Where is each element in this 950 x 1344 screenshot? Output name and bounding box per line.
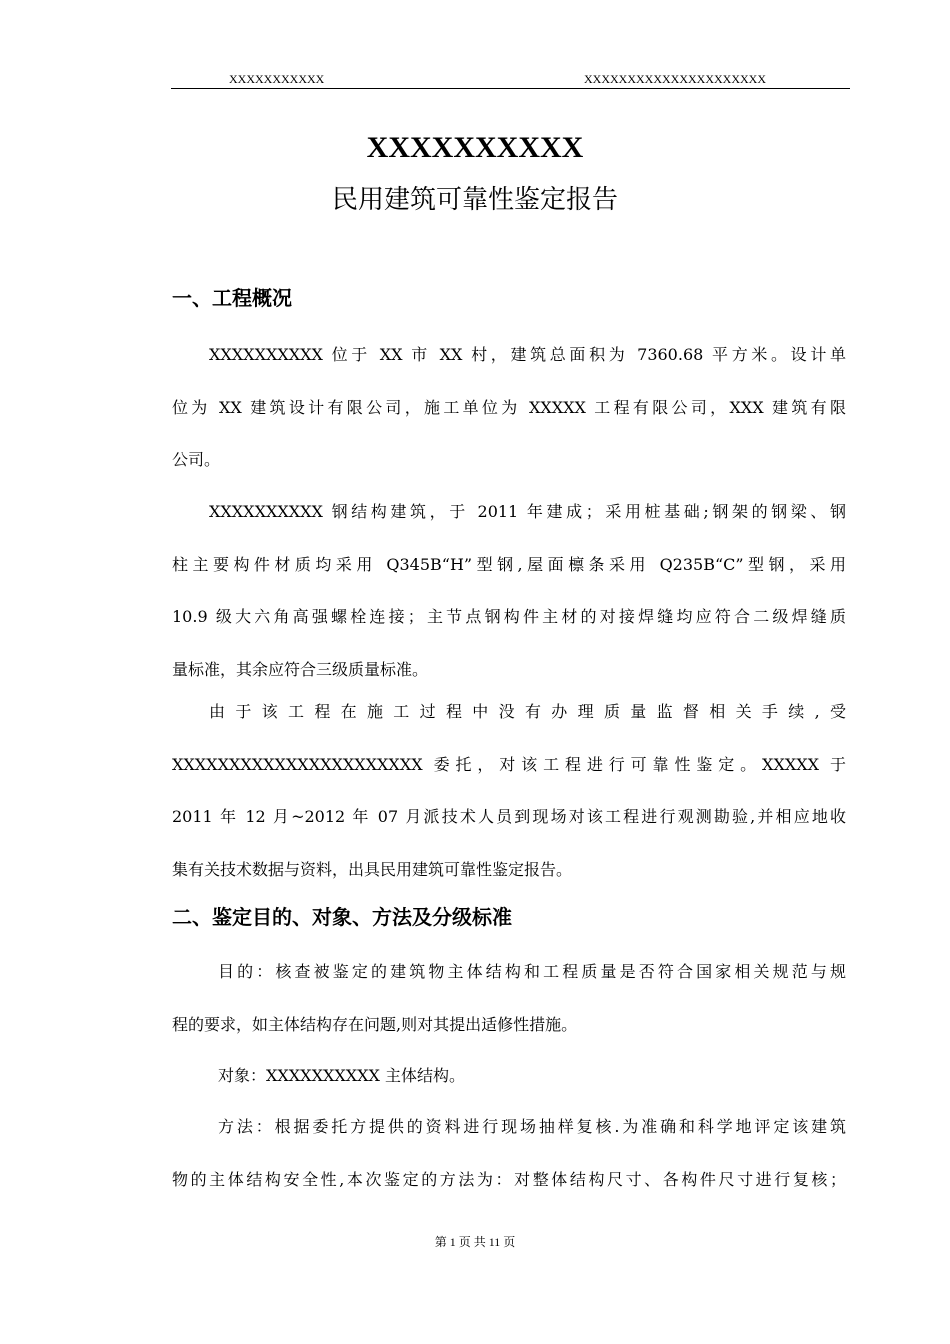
text-line: 公司。	[172, 450, 221, 469]
header-right-text: XXXXXXXXXXXXXXXXXXXXX	[584, 72, 766, 86]
text-line: 物的主体结构安全性,本次鉴定的方法为：对整体结构尺寸、各构件尺寸进行复核；	[172, 1169, 846, 1189]
text-line: 由于该工程在施工过程中没有办理质量监督相关手续,受	[209, 702, 846, 721]
paragraph-overview-2	[172, 486, 846, 696]
text-line: 对象：XXXXXXXXXX 主体结构。	[218, 1066, 465, 1085]
text-line: 位为 XX 建筑设计有限公司，施工单位为 XXXXX 工程有限公司，XXX 建筑有限	[172, 397, 846, 417]
paragraph-overview-3	[172, 686, 846, 896]
text-line: 方法：根据委托方提供的资料进行现场抽样复核.为准确和科学地评定该建筑	[218, 1117, 846, 1136]
text-line: 2011 年 12 月~2012 年 07 月派技术人员到现场对该工程进行观测勘验,并相应地收	[172, 807, 846, 826]
section-heading-purpose: 二、鉴定目的、对象、方法及分级标准	[172, 905, 512, 929]
text-line: 柱主要构件材质均采用 Q345B“H”型钢,屋面檩条采用 Q235B“C”型钢，采用	[172, 554, 846, 574]
document-title: XXXXXXXXXX	[366, 131, 584, 164]
text-line: 量标准，其余应符合三级质量标准。	[172, 659, 429, 679]
paragraph-overview-1	[172, 329, 846, 487]
section-heading-overview: 一、工程概况	[172, 286, 292, 310]
header-left-text: XXXXXXXXXXX	[229, 72, 325, 86]
text-line: 程的要求，如主体结构存在问题,则对其提出适修性措施。	[172, 1014, 578, 1034]
paragraph-purpose	[172, 946, 846, 1051]
text-line: XXXXXXXXXXXXXXXXXXXXXX 委托，对该工程进行可靠性鉴定。XXXXX 于	[172, 754, 846, 774]
running-header	[171, 70, 850, 89]
text-line: XXXXXXXXXX 钢结构建筑，于 2011 年建成；采用桩基础;钢架的钢梁、钢	[209, 502, 846, 521]
document-subtitle: 民用建筑可靠性鉴定报告	[331, 185, 618, 215]
paragraph-object	[172, 1050, 846, 1103]
paragraph-method	[172, 1101, 846, 1206]
text-line: 目的：核查被鉴定的建筑物主体结构和工程质量是否符合国家相关规范与规	[218, 962, 846, 981]
text-line: 10.9 级大六角高强螺栓连接；主节点钢构件主材的对接焊缝均应符合二级焊缝质	[172, 607, 846, 626]
page-number-footer: 第 1 页 共 11 页	[434, 1235, 516, 1249]
text-line: 集有关技术数据与资料，出具民用建筑可靠性鉴定报告。	[172, 859, 573, 879]
text-line: XXXXXXXXXX 位于 XX 市 XX 村，建筑总面积为 7360.68 平方米。设计单	[209, 345, 846, 364]
